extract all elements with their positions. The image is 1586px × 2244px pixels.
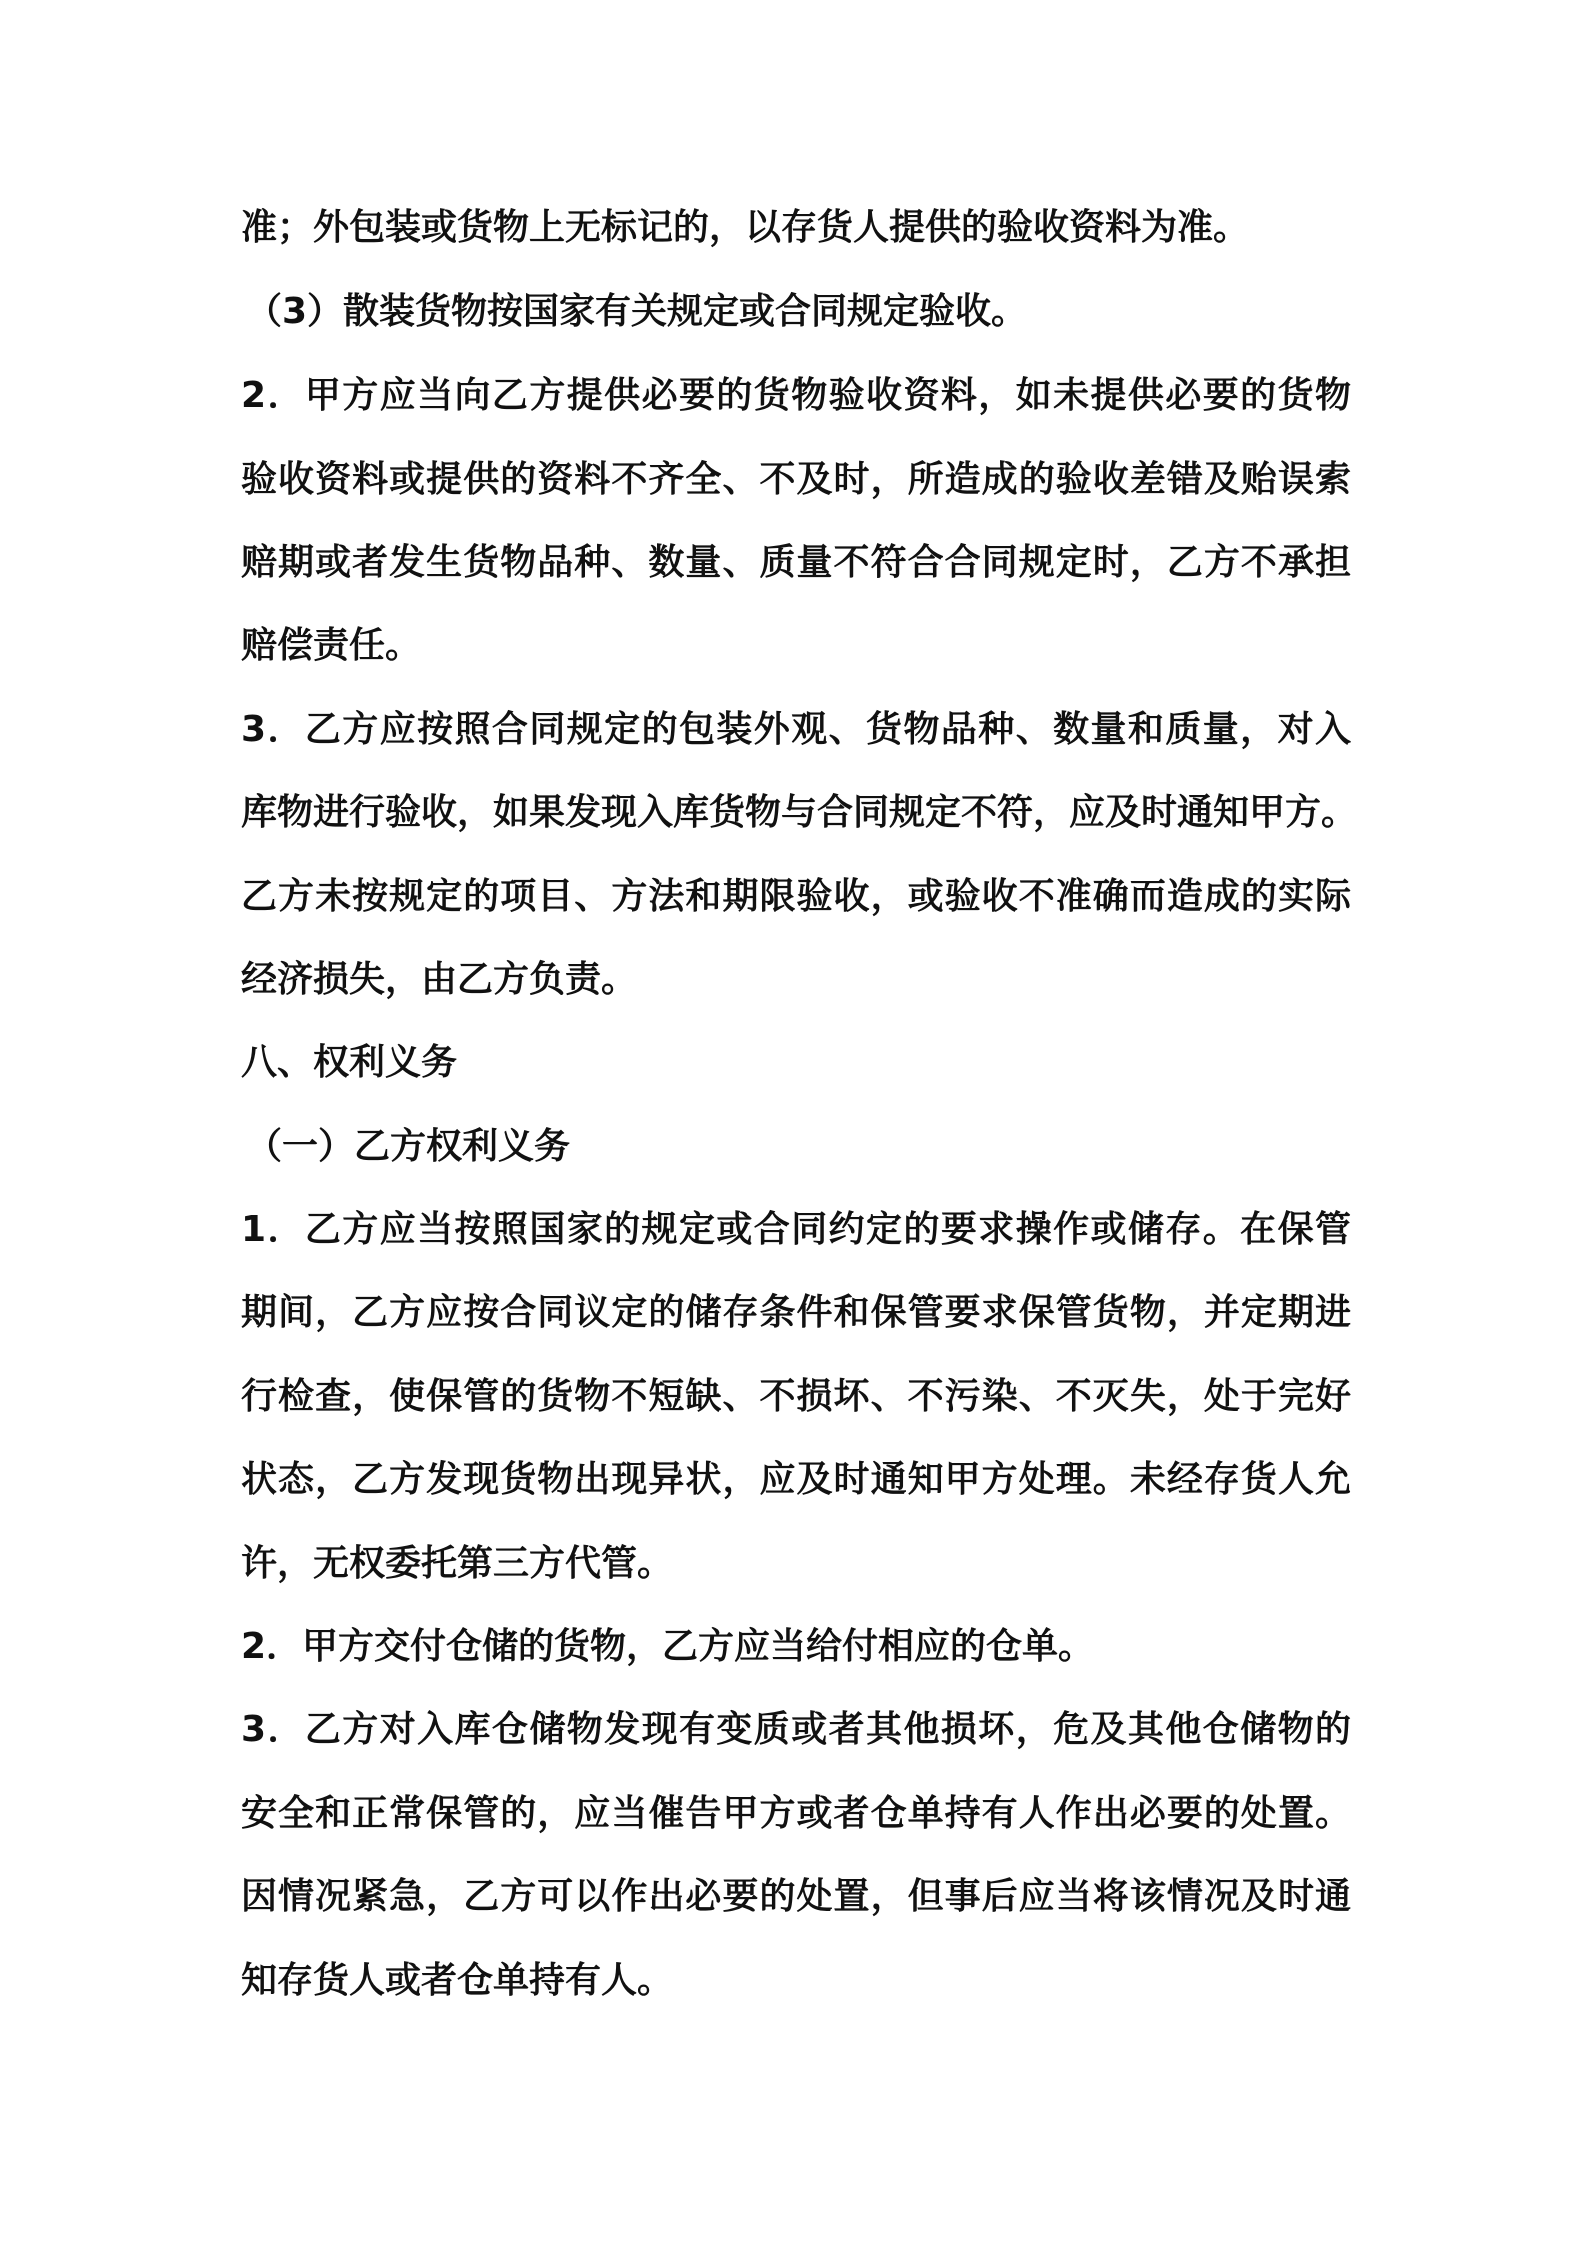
- text-line-3: 2．甲方应当向乙方提供必要的货物验收资料，如未提供必要的货物: [241, 375, 1351, 416]
- text-line-5: 赔期或者发生货物品种、数量、质量不符合合同规定时，乙方不承担: [241, 542, 1351, 583]
- text-line-19: 3．乙方对入库仓储物发现有变质或者其他损坏，危及其他仓储物的: [241, 1709, 1351, 1750]
- text-line-9: 乙方未按规定的项目、方法和期限验收，或验收不准确而造成的实际: [241, 876, 1351, 917]
- text-line-22: 知存货人或者仓单持有人。: [241, 1960, 674, 2001]
- text-line-6: 赔偿责任。: [241, 625, 422, 666]
- text-line-18: 2．甲方交付仓储的货物，乙方应当给付相应的仓单。: [241, 1626, 1095, 1667]
- text-line-14: 期间，乙方应按合同议定的储存条件和保管要求保管货物，并定期进: [241, 1292, 1351, 1333]
- text-line-17: 许，无权委托第三方代管。: [241, 1543, 674, 1584]
- text-line-21: 因情况紧急，乙方可以作出必要的处置，但事后应当将该情况及时通: [241, 1876, 1351, 1917]
- section-heading: 八、权利义务: [241, 1042, 458, 1083]
- text-line-2: （3）散装货物按国家有关规定或合同规定验收。: [246, 291, 1028, 332]
- text-line-1: 准；外包装或货物上无标记的，以存货人提供的验收资料为准。: [241, 207, 1250, 248]
- text-line-10: 经济损失，由乙方负责。: [241, 959, 638, 1000]
- text-line-8: 库物进行验收，如果发现入库货物与合同规定不符，应及时通知甲方。: [241, 792, 1358, 833]
- text-line-13: 1．乙方应当按照国家的规定或合同约定的要求操作或储存。在保管: [241, 1209, 1351, 1250]
- subsection-heading: （一）乙方权利义务: [246, 1126, 571, 1167]
- text-line-7: 3．乙方应按照合同规定的包装外观、货物品种、数量和质量，对入: [241, 709, 1351, 750]
- text-line-20: 安全和正常保管的，应当催告甲方或者仓单持有人作出必要的处置。: [241, 1793, 1351, 1834]
- text-line-16: 状态，乙方发现货物出现异状，应及时通知甲方处理。未经存货人允: [241, 1459, 1351, 1500]
- text-line-4: 验收资料或提供的资料不齐全、不及时，所造成的验收差错及贻误索: [241, 459, 1351, 500]
- text-line-15: 行检查，使保管的货物不短缺、不损坏、不污染、不灭失，处于完好: [241, 1376, 1351, 1417]
